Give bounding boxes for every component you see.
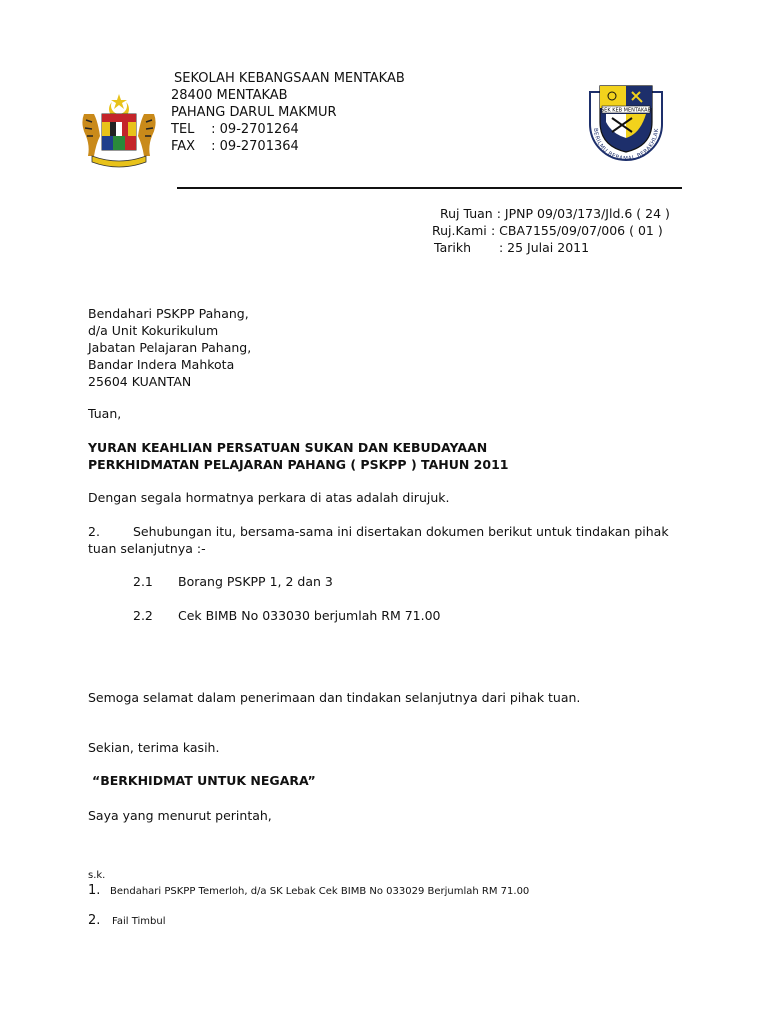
motto: “BERKHIDMAT UNTUK NEGARA” [92,773,316,788]
malaysia-coat-of-arms-icon [78,92,160,168]
recipient-line: Bandar Indera Mahkota [88,357,235,372]
reference-value: : 25 Julai 2011 [498,240,590,255]
cc-label: s.k. [88,870,106,881]
paragraph-1: Dengan segala hormatnya perkara di atas adalah dirujuk. [88,490,450,505]
subject [88,439,508,473]
reference-ruj-tuan [440,205,670,222]
cc-entry-text: Bendahari PSKPP Temerloh, d/a SK Lebak Cek BIMB No 033029 Berjumlah RM 71.00 [110,886,530,897]
reference-value: : CBA7155/09/07/006 ( 01 ) [490,223,663,238]
recipient-address [88,305,251,390]
school-fax [171,138,405,155]
reference-label: Ruj.Kami [432,223,487,238]
school-postcode-town: 28400 MENTAKAB [171,88,288,103]
subject-line: PERKHIDMATAN PELAJARAN PAHANG ( PSKPP ) TAHUN 2011 [88,457,509,472]
sign-off: Saya yang menurut perintah, [88,808,272,823]
item-number: 2.2 [133,608,153,623]
salutation: Tuan, [88,406,122,421]
cc-entry-text: Fail Timbul [112,916,166,927]
subject-line: YURAN KEAHLIAN PERSATUAN SUKAN DAN KEBUDAYAAN [88,440,488,455]
school-state: PAHANG DARUL MAKMUR [171,105,337,120]
recipient-line: 25604 KUANTAN [88,374,192,389]
recipient-line: Bendahari PSKPP Pahang, [88,306,249,321]
paragraph-2-number: 2. [88,524,100,539]
paragraph-2-line-1: Sehubungan itu, bersama-sama ini disertakan dokumen berikut untuk tindakan pihak [133,524,669,539]
tel-value: : 09-2701264 [211,122,299,137]
closing-thanks: Sekian, terima kasih. [88,740,220,755]
school-logo-motto: BERILMU BERAMAL BERAKHLAK [591,127,661,163]
tel-label: TEL [171,122,195,137]
reference-label: Tarikh [434,240,471,255]
letterhead [171,70,405,155]
letterhead-divider [177,187,682,189]
reference-ruj-kami [432,222,663,239]
item-text: Cek BIMB No 033030 berjumlah RM 71.00 [178,608,441,623]
item-number: 2.1 [133,574,153,589]
fax-value: : 09-2701364 [211,139,299,154]
school-telephone [171,121,405,138]
closing-paragraph: Semoga selamat dalam penerimaan dan tindakan selanjutnya dari pihak tuan. [88,690,581,705]
recipient-line: d/a Unit Kokurikulum [88,323,219,338]
item-text: Borang PSKPP 1, 2 dan 3 [178,574,333,589]
reference-tarikh [434,239,589,256]
reference-value: : JPNP 09/03/173/Jld.6 ( 24 ) [496,206,670,221]
fax-label: FAX [171,139,196,154]
paragraph-2-line-2: tuan selanjutnya :- [88,541,206,556]
recipient-line: Jabatan Pelajaran Pahang, [88,340,252,355]
school-logo-banner: SEK KEB MENTAKAB [601,107,651,114]
school-name: SEKOLAH KEBANGSAAN MENTAKAB [174,71,405,86]
cc-entry-number: 2. [88,913,101,928]
school-logo-icon [582,78,670,164]
reference-label: Ruj Tuan [440,206,493,221]
cc-entry-number: 1. [88,883,101,898]
